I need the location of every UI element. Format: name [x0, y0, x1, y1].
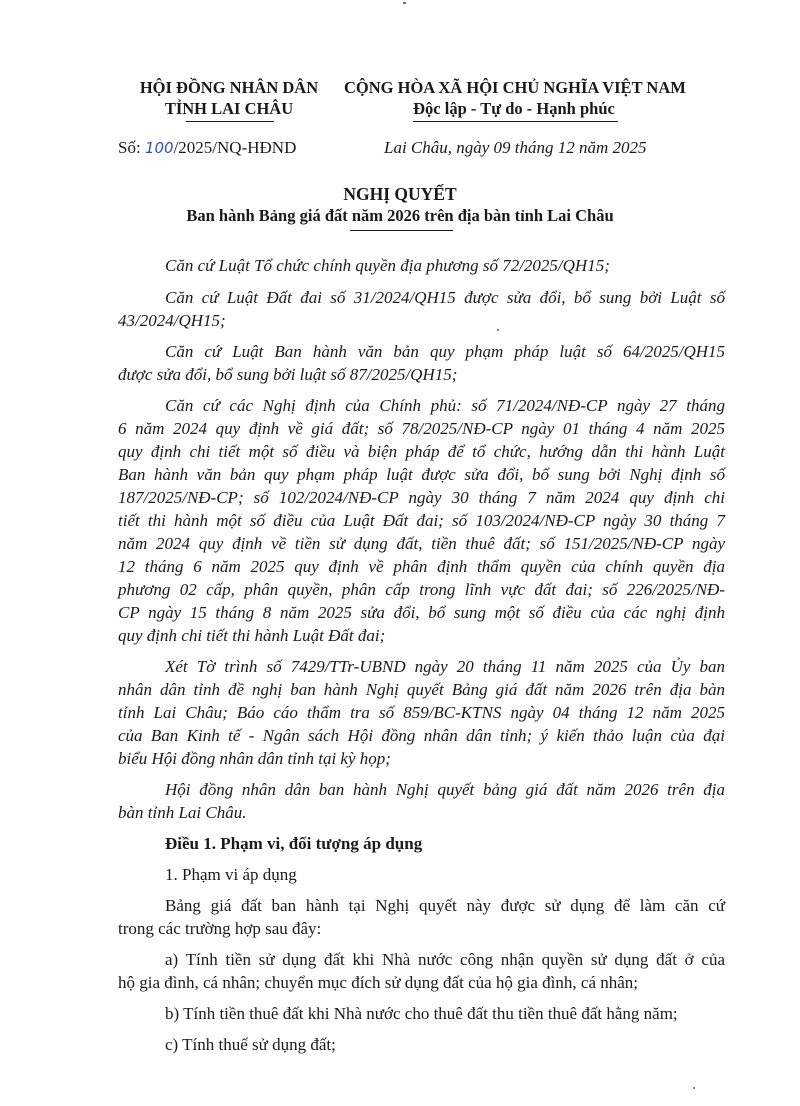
preamble-4-line-7: năm 2024 quy định về tiền sử dụng đất, tiền thuê đất; số 151/2025/NĐ-CP ngày [118, 534, 725, 553]
preamble-1-line-1: Căn cứ Luật Tổ chức chính quyền địa phương số 72/2025/QH15; [165, 256, 610, 275]
motto-underline [413, 121, 618, 122]
item-a-line-2: hộ gia đình, cá nhân; chuyển mục đích sử dụng đất của hộ gia đình, cá nhân; [118, 973, 639, 992]
preamble-4-line-3: quy định chi tiết một số điều và biện pháp để tổ chức, hướng dẫn thi hành Luật [118, 442, 725, 461]
preamble-5-line-4: của Ban Kinh tế - Ngân sách Hội đồng nhân dân tỉnh; ý kiến thảo luận của đại [118, 726, 725, 745]
preamble-5-line-2: nhân dân tỉnh đề nghị ban hành Nghị quyết Bảng giá đất năm 2026 trên địa bàn [118, 680, 725, 699]
scan-speck [403, 2, 406, 4]
nation-name: CỘNG HÒA XÃ HỘI CHỦ NGHĨA VIỆT NAM [344, 78, 686, 97]
article-1-intro-line-2: trong các trường hợp sau đây: [118, 919, 322, 938]
preamble-4-line-4: Ban hành văn bản quy phạm pháp luật được sửa đổi, bổ sung bởi Nghị định số [118, 465, 725, 484]
preamble-4-line-9: phương 02 cấp, phân quyền, phân cấp trong lĩnh vực đất đai; số 226/2025/NĐ- [118, 580, 725, 599]
document-type: NGHỊ QUYẾT [343, 184, 457, 204]
nation-motto: Độc lập - Tự do - Hạnh phúc [413, 99, 615, 118]
scan-speck [693, 1087, 695, 1089]
agency-underline [186, 121, 274, 122]
preamble-4-line-2: 6 năm 2024 quy định về giá đất; số 78/2025/NĐ-CP ngày 01 tháng 4 năm 2025 [118, 419, 725, 438]
item-a-line-1: a) Tính tiền sử dụng đất khi Nhà nước công nhận quyền sử dụng đất ở của [165, 950, 725, 969]
preamble-4-line-6: tiết thi hành một số điều của Luật Đất đai; số 103/2024/NĐ-CP ngày 30 tháng 7 [118, 511, 725, 530]
preamble-4-line-8: 12 tháng 6 năm 2025 quy định về phân định thẩm quyền của chính quyền địa [118, 557, 725, 576]
preamble-2-line-1: Căn cứ Luật Đất đai số 31/2024/QH15 được sửa đổi, bổ sung bởi Luật số [165, 288, 725, 307]
article-1-clause-1: 1. Phạm vi áp dụng [165, 865, 297, 884]
preamble-4-line-1: Căn cứ các Nghị định của Chính phủ: số 71/2024/NĐ-CP ngày 27 tháng [165, 396, 725, 415]
document-subject: Ban hành Bảng giá đất năm 2026 trên địa bàn tỉnh Lai Châu [186, 206, 614, 225]
preamble-3-line-1: Căn cứ Luật Ban hành văn bản quy phạm pháp luật số 64/2025/QH15 [165, 342, 725, 361]
preamble-3-line-2: được sửa đổi, bổ sung bởi luật số 87/2025/QH15; [118, 365, 458, 384]
item-c: c) Tính thuế sử dụng đất; [165, 1035, 336, 1054]
preamble-4-line-10: CP ngày 15 tháng 8 năm 2025 sửa đổi, bổ sung một số điều của các nghị định [118, 603, 725, 622]
preamble-6-line-1: Hội đồng nhân dân ban hành Nghị quyết bảng giá đất năm 2026 trên địa [165, 780, 725, 799]
place-date: Lai Châu, ngày 09 tháng 12 năm 2025 [384, 138, 647, 157]
item-b: b) Tính tiền thuê đất khi Nhà nước cho thuê đất thu tiền thuê đất hằng năm; [165, 1004, 678, 1023]
number-suffix: /2025/NQ-HĐND [173, 138, 297, 157]
preamble-5-line-3: tỉnh Lai Châu; Báo cáo thẩm tra số 859/BC-KTNS ngày 04 tháng 12 năm 2025 [118, 703, 725, 722]
agency-name-line2: TỈNH LAI CHÂU [164, 99, 294, 118]
agency-name-line1: HỘI ĐỒNG NHÂN DÂN [139, 78, 319, 97]
preamble-5-line-5: biểu Hội đồng nhân dân tỉnh tại kỳ họp; [118, 749, 391, 768]
preamble-4-line-5: 187/2025/NĐ-CP; số 102/2024/NĐ-CP ngày 30 tháng 7 năm 2024 quy định chi [118, 488, 725, 507]
preamble-4-line-11: quy định chi tiết thi hành Luật Đất đai; [118, 626, 386, 645]
preamble-6-line-2: bàn tỉnh Lai Châu. [118, 803, 247, 822]
preamble-5-line-1: Xét Tờ trình số 7429/TTr-UBND ngày 20 tháng 11 năm 2025 của Ủy ban [165, 657, 725, 676]
preamble-2-line-2: 43/2024/QH15; [118, 311, 226, 330]
handwritten-number: 100 [144, 139, 174, 157]
number-prefix: Số: [118, 138, 141, 157]
document-number [118, 138, 296, 158]
title-underline [350, 230, 453, 231]
article-1-heading: Điều 1. Phạm vi, đối tượng áp dụng [165, 834, 423, 853]
scan-speck [497, 329, 499, 331]
article-1-intro-line-1: Bảng giá đất ban hành tại Nghị quyết này được sử dụng để làm căn cứ [165, 896, 725, 915]
